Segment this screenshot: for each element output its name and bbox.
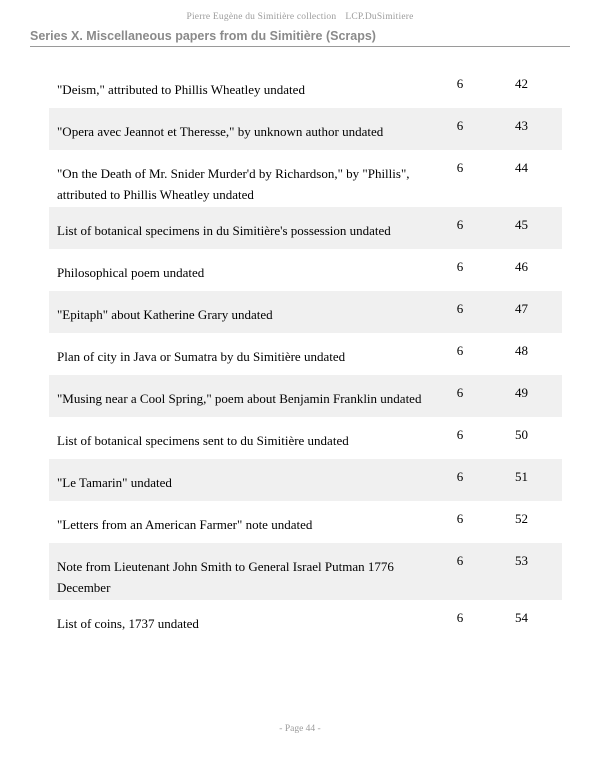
box-number: 6 [456,217,464,232]
table-row [49,108,562,150]
page-number-label: - Page 44 - [279,724,321,734]
table-row [49,600,562,642]
item-description: List of botanical specimens in du Simitière's possession undated [57,223,391,238]
box-number: 6 [456,301,464,316]
folder-number: 44 [515,160,528,175]
item-description: "On the Death of Mr. Snider Murder'd by Richardson," by "Phillis", attributed to Phillis Wheatley undated [57,166,410,202]
table-row [49,375,562,417]
item-description: "Opera avec Jeannot et Theresse," by unknown author undated [57,124,384,139]
folder-number: 49 [515,385,528,400]
item-description: Note from Lieutenant John Smith to General Israel Putman 1776 December [57,559,394,595]
table-row [49,501,562,543]
table-row [49,291,562,333]
box-number: 6 [456,160,464,175]
item-description: "Epitaph" about Katherine Grary undated [57,307,273,322]
box-number: 6 [456,553,464,568]
item-description: "Musing near a Cool Spring," poem about Benjamin Franklin undated [57,391,422,406]
item-description: "Deism," attributed to Phillis Wheatley undated [57,82,305,97]
container-list-body [49,66,562,642]
table-row [49,543,562,600]
box-number: 6 [456,118,464,133]
folder-number: 53 [515,553,528,568]
folder-number: 43 [515,118,528,133]
call-number: LCP.DuSimitiere [345,12,414,22]
table-row [49,207,562,249]
folder-number: 42 [515,76,528,91]
table-row [49,66,562,108]
table-row [49,249,562,291]
document-header [0,12,600,22]
box-number: 6 [456,259,464,274]
table-row [49,459,562,501]
item-description: Plan of city in Java or Sumatra by du Simitière undated [57,349,346,364]
folder-number: 48 [515,343,528,358]
item-description: List of botanical specimens sent to du Simitière undated [57,433,349,448]
table-row [49,333,562,375]
table-row [49,417,562,459]
series-heading: Series X. Miscellaneous papers from du Simitière (Scraps) [30,29,570,47]
folder-number: 54 [515,610,528,625]
box-number: 6 [456,385,464,400]
table-row [49,150,562,207]
folder-number: 47 [515,301,528,316]
folder-number: 52 [515,511,528,526]
folder-number: 46 [515,259,528,274]
box-number: 6 [456,511,464,526]
box-number: 6 [456,76,464,91]
box-number: 6 [456,343,464,358]
item-description: "Le Tamarin" undated [57,475,172,490]
folder-number: 51 [515,469,528,484]
folder-number: 45 [515,217,528,232]
box-number: 6 [456,427,464,442]
box-number: 6 [456,610,464,625]
item-description: "Letters from an American Farmer" note undated [57,517,313,532]
collection-title: Pierre Eugène du Simitière collection [186,12,337,22]
box-number: 6 [456,469,464,484]
container-list-table [49,66,562,642]
folder-number: 50 [515,427,528,442]
item-description: Philosophical poem undated [57,265,205,280]
page-footer [0,724,600,734]
item-description: List of coins, 1737 undated [57,616,199,631]
